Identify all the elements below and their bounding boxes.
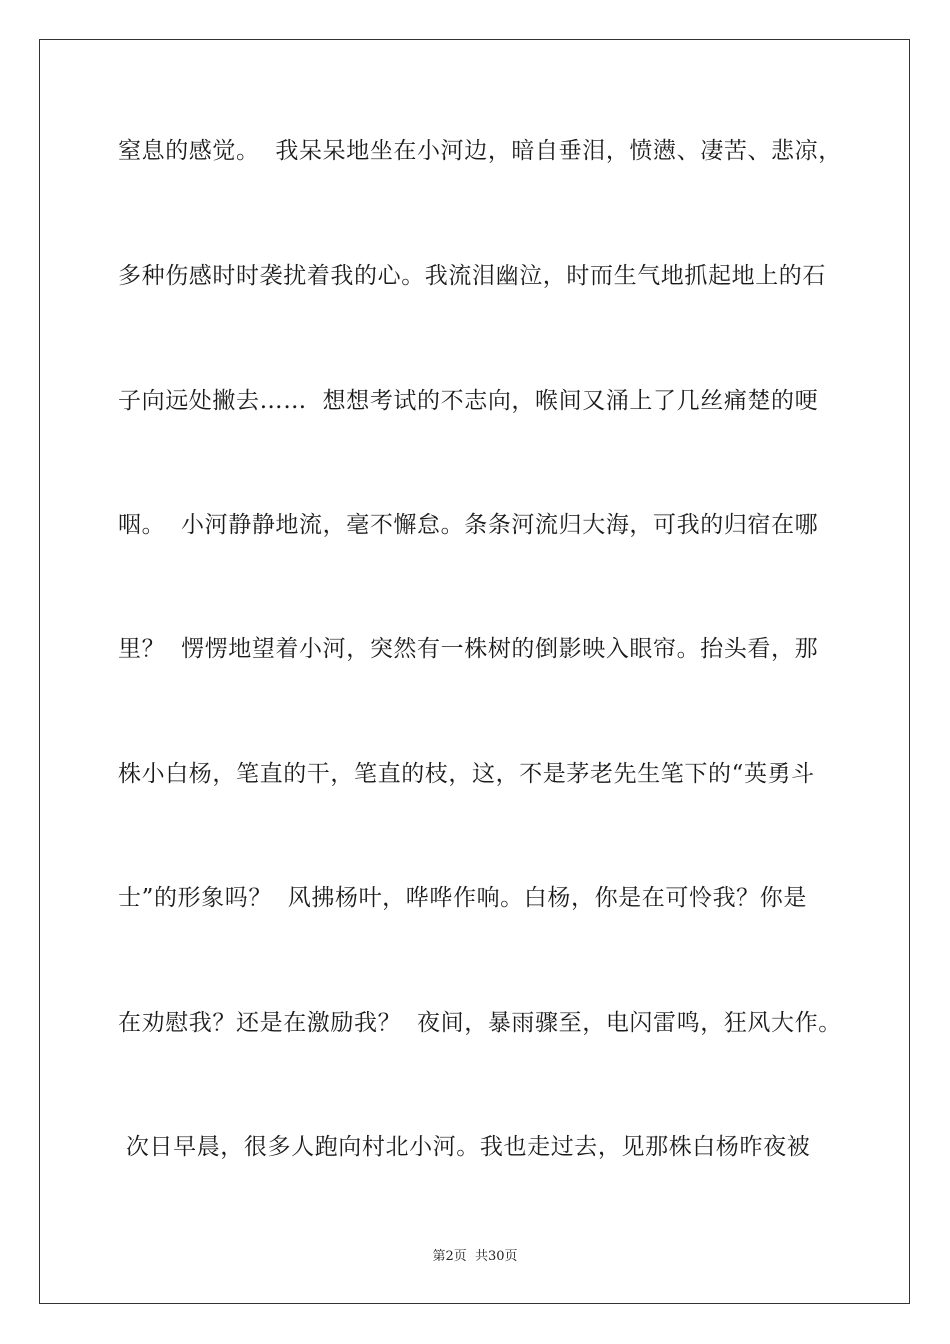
text-line: 株小白杨，笔直的干，笔直的枝，这，不是茅老先生笔下的“英勇斗 [118, 761, 815, 787]
page-number-footer: 第2页 共30页 [432, 1249, 518, 1264]
page-border [39, 39, 910, 1304]
text-line: 多种伤感时时袭扰着我的心。我流泪幽泣，时而生气地抓起地上的石 [118, 263, 826, 289]
text-line: 窒息的感觉。 我呆呆地坐在小河边，暗自垂泪，愤懑、凄苦、悲凉， [118, 138, 842, 164]
text-line: 里？ 愣愣地望着小河，突然有一株树的倒影映入眼帘。抬头看，那 [118, 636, 819, 662]
text-line: 子向远处撇去…… 想想考试的不志向，喉间又涌上了几丝痛楚的哽 [118, 388, 819, 414]
text-line: 次日早晨，很多人跑向村北小河。我也走过去，见那株白杨昨夜被 [118, 1134, 811, 1160]
text-line: 士”的形象吗？ 风拂杨叶，哗哗作响。白杨，你是在可怜我？你是 [118, 885, 807, 911]
text-line: 咽。 小河静静地流，毫不懈怠。条条河流归大海，可我的归宿在哪 [118, 512, 819, 538]
text-line: 在劝慰我？还是在激励我？ 夜间，暴雨骤至，电闪雷鸣，狂风大作。 [118, 1010, 842, 1036]
